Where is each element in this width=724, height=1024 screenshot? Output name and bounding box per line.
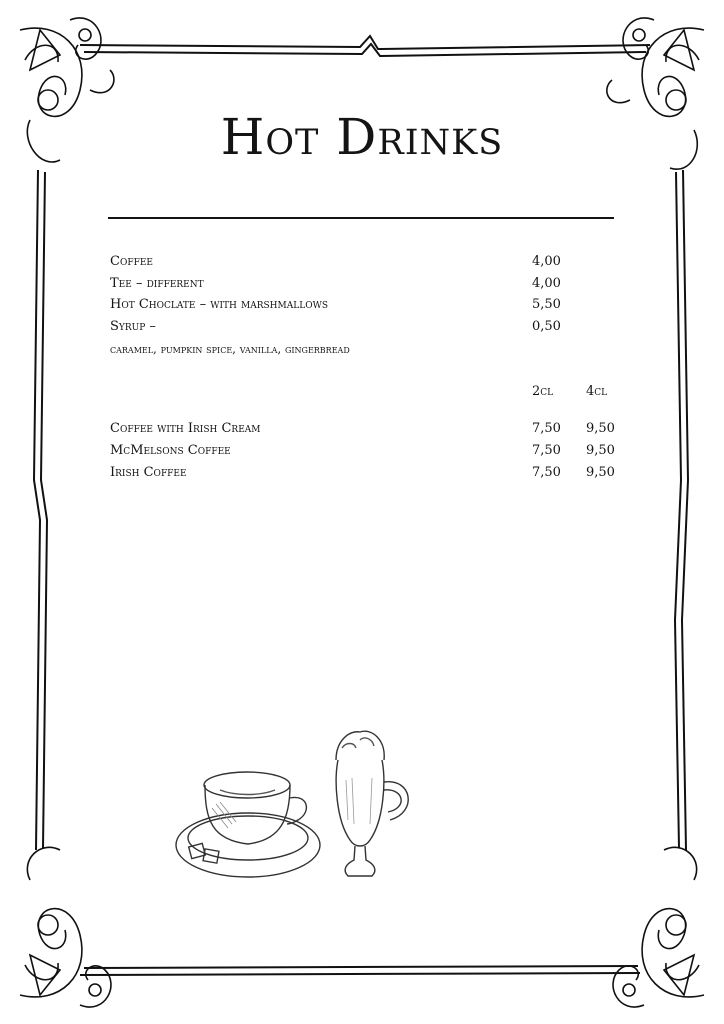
spirit-price-4cl: 9,50 <box>586 465 615 480</box>
size-header-2cl: 2cl <box>532 384 554 399</box>
menu-item <box>110 297 630 317</box>
spirit-item-name: Coffee with Irish Cream <box>110 421 261 436</box>
size-header-4cl: 4cl <box>586 384 608 399</box>
spirit-item-name: Irish Coffee <box>110 465 187 480</box>
menu-item <box>110 319 630 339</box>
menu-item-price: 4,00 <box>532 254 561 269</box>
spirit-price-4cl: 9,50 <box>586 443 615 458</box>
menu-item-name: Hot Choclate – with marshmallows <box>110 297 328 312</box>
syrup-flavours <box>110 342 630 362</box>
menu-item-price: 4,00 <box>532 276 561 291</box>
menu-item-price: 5,50 <box>532 297 561 312</box>
menu-item <box>110 276 630 296</box>
menu-item-price: 0,50 <box>532 319 561 334</box>
title-divider <box>108 217 614 219</box>
size-header-row <box>110 384 630 404</box>
spirit-price-4cl: 9,50 <box>586 421 615 436</box>
sugar-cube <box>189 843 206 858</box>
spirit-item <box>110 465 630 485</box>
spirit-item <box>110 443 630 463</box>
menu-item-name: Syrup – <box>110 319 156 334</box>
corner-ornament-bottom-left <box>20 847 111 1007</box>
spirit-price-2cl: 7,50 <box>532 465 561 480</box>
spirit-price-2cl: 7,50 <box>532 443 561 458</box>
coffee-illustration <box>150 720 440 920</box>
menu-item-name: Coffee <box>110 254 153 269</box>
syrup-flavours-text: caramel, pumpkin spice, vanilla, gingerbread <box>110 342 350 356</box>
corner-ornament-bottom-right <box>613 847 704 1007</box>
menu-item-name: Tee – different <box>110 276 204 291</box>
spirit-item <box>110 421 630 441</box>
menu-item <box>110 254 630 274</box>
spirit-price-2cl: 7,50 <box>532 421 561 436</box>
spirit-item-name: McMelsons Coffee <box>110 443 231 458</box>
irish-coffee-glass <box>336 760 384 846</box>
page-title: Hot Drinks <box>220 108 504 166</box>
